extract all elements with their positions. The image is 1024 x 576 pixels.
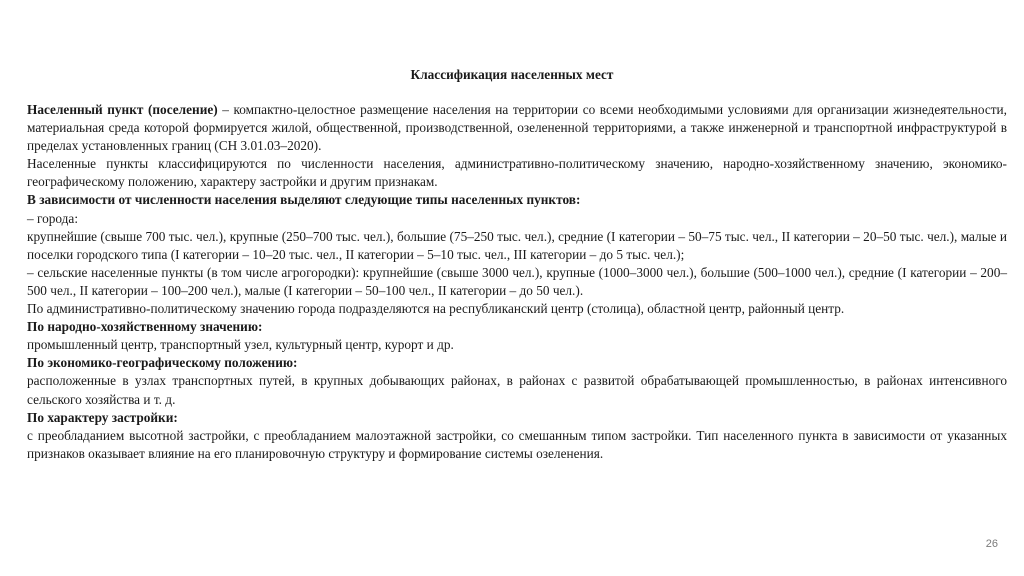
classification-intro: Населенные пункты классифицируются по численности населения, административно-политическому значению, народно-хозяйственному значению, экономико-географическому положению, характеру застройки и другим признакам. [27,156,1007,190]
definition-term: Населенный пункт (поселение) [27,102,218,117]
geographic-text: расположенные в узлах транспортных путей, в крупных добывающих районах, в районах с развитой обрабатывающей промышленностью, в районах интенсивного сельского хозяйства и т. д. [27,373,1007,407]
geographic-heading: По экономико-географическому положению: [27,355,298,371]
page-title: Классификация населенных мест [410,67,614,82]
cities-label: – города: [27,210,79,226]
economic-text: промышленный центр, транспортный узел, культурный центр, курорт и др. [27,337,454,353]
population-heading: В зависимости от численности населения выделяют следующие типы населенных пунктов: [27,192,581,208]
development-heading: По характеру застройки: [27,409,178,425]
page-number: 26 [985,538,998,550]
economic-heading: По народно-хозяйственному значению: [27,319,263,335]
definition-paragraph [27,101,1007,155]
definition-text: – компактно-целостное размещение населения на территории со всеми необходимыми условиями для организации жизнедеятельности, материальная среда которой формируется жилой, общественной, производственной, озелененной территориями, а также инженерной и транспортной инфраструктурой в пределах установленных границ (СН 3.01.03–2020). [27,102,1007,154]
administrative-text: По административно-политическому значению города подразделяются на республиканский центр (столица), областной центр, районный центр. [27,301,845,317]
cities-text: крупнейшие (свыше 700 тыс. чел.), крупные (250–700 тыс. чел.), большие (75–250 тыс. чел.), средние (I категории – 50–75 тыс. чел., II категории – 20–50 тыс. чел.), малые и поселки городского типа (I категории – 10–20 тыс. чел., II категории – 5–10 тыс. чел., III категории – до 5 тыс. чел.); [27,228,1007,262]
development-text: с преобладанием высотной застройки, с преобладанием малоэтажной застройки, со смешанным типом застройки. Тип населенного пункта в зависимости от указанных признаков оказывает влияние на его планировочную структуру и формирование системы озеленения. [27,427,1007,461]
rural-text: – сельские населенные пункты (в том числе агрогородки): крупнейшие (свыше 3000 чел.), крупные (1000–3000 чел.), большие (500–1000 чел.), средние (I категории – 200–500 чел., II категории – 100–200 чел.), малые (I категории – 50–100 чел., II категории – до 50 чел.). [27,264,1007,298]
content-body [27,101,1007,463]
